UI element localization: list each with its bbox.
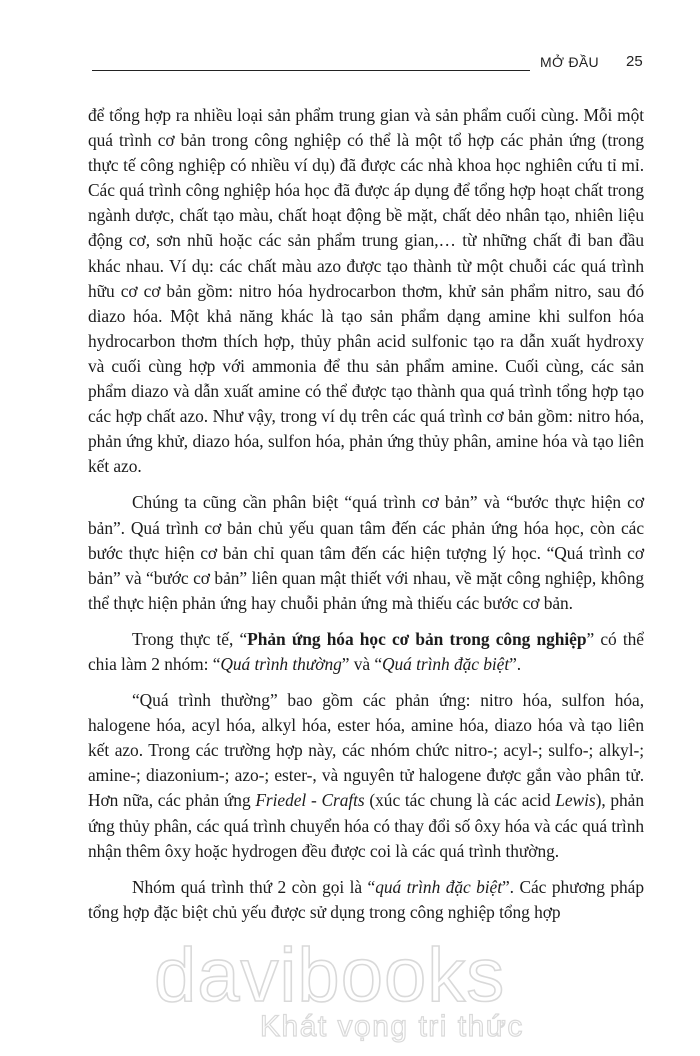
p3-text-2: ” có thể chia làm 2 nhóm: “ bbox=[88, 628, 644, 674]
header-rule bbox=[92, 70, 530, 71]
running-header bbox=[88, 48, 648, 78]
p5-italic-1: quá trình đặc biệt bbox=[375, 876, 503, 897]
p3-bold-term: Phản ứng hóa học cơ bản trong công nghiệp bbox=[247, 628, 587, 649]
paragraph-2: Chúng ta cũng cần phân biệt “quá trình cơ bản” và “bước thực hiện cơ bản”. Quá trình cơ bản chủ yếu quan tâm đến các phản ứng hóa học, còn các bước thực hiện cơ bản chỉ quan tâm đến các hiện tượng lý học. “Quá trình cơ bản” và “bước cơ bản” liên quan mật thiết với nhau, về mặt công nghiệp, không thể thực hiện phản ứng hay chuỗi phản ứng mà thiếu các bước cơ bản. bbox=[88, 492, 644, 613]
p3-text-4: ”. bbox=[509, 653, 522, 674]
p4-italic-2: Lewis bbox=[555, 790, 596, 811]
p5-text-2: ”. Các phương pháp tổng hợp đặc biệt chủ yếu được sử dụng trong công nghiệp tổng hợp bbox=[88, 876, 644, 922]
paragraph-3 bbox=[88, 627, 644, 677]
paragraph-5 bbox=[88, 875, 644, 925]
body-text bbox=[88, 103, 644, 925]
p3-italic-1: Quá trình thường bbox=[220, 653, 342, 674]
p5-text-1: Nhóm quá trình thứ 2 còn gọi là “ bbox=[132, 876, 376, 897]
p4-italic-1: Friedel - Crafts bbox=[255, 790, 365, 811]
p4-text-2: (xúc tác chung là các acid bbox=[364, 790, 556, 811]
page-number: 25 bbox=[626, 53, 643, 70]
paragraph-4 bbox=[88, 688, 644, 864]
p3-italic-2: Quá trình đặc biệt bbox=[382, 653, 510, 674]
watermark-brand: davibooks bbox=[154, 933, 506, 1018]
watermark-slogan: Khát vọng tri thức bbox=[260, 1010, 524, 1043]
p3-text-3: ” và “ bbox=[341, 653, 383, 674]
p4-text-1: “Quá trình thường” bao gồm các phản ứng: nitro hóa, sulfon hóa, halogene hóa, acyl hóa, alkyl hóa, ester hóa, amine hóa, diazo hóa và tạo liên kết azo. Trong các trường hợp này, các nhóm chức nitro-; acyl-; sulfo-; alkyl-; amine-; diazonium-; azo-; ester-, và nguyên tử halogene được gắn vào phân tử. Hơn nữa, các phản ứng bbox=[88, 690, 644, 811]
chapter-title: MỞ ĐẦU bbox=[540, 54, 599, 70]
watermark bbox=[0, 933, 700, 1056]
p4-text-3: ), phản ứng thủy phân, các quá trình chuyển hóa có thay đổi số ôxy hóa và các quá trình nhận thêm ôxy hoặc hydrogen đều được coi là các quá trình thường. bbox=[88, 790, 644, 861]
p3-text-1: Trong thực tế, “ bbox=[132, 628, 248, 649]
paragraph-1: để tổng hợp ra nhiều loại sản phẩm trung gian và sản phẩm cuối cùng. Mỗi một quá trình cơ bản trong công nghiệp có thể là một tổ hợp các phản ứng (trong thực tế công nghiệp có nhiều ví dụ) đã được các nhà khoa học nghiên cứu tỉ mỉ. Các quá trình công nghiệp hóa học đã được áp dụng để tổng hợp hoạt chất trong ngành dược, chất tạo màu, chất hoạt động bề mặt, chất dẻo nhân tạo, nhiên liệu động cơ, sơn nhũ hoặc các sản phẩm trung gian,… từ những chất đi ban đầu khác nhau. Ví dụ: các chất màu azo được tạo thành từ một chuỗi các quá trình hữu cơ cơ bản gồm: nitro hóa hydrocarbon thơm, khử sản phẩm nitro, sau đó diazo hóa. Một khả năng khác là tạo sản phẩm dạng amine khi sulfon hóa hydrocarbon thơm thích hợp, thủy phân acid sulfonic tạo ra dẫn xuất hydroxy và cuối cùng hợp với ammonia để thu sản phẩm amine. Cuối cùng, các sản phẩm diazo và dẫn xuất amine có thể được tạo thành qua quá trình tổng hợp tạo các hợp chất azo. Như vậy, trong ví dụ trên các quá trình cơ bản gồm: nitro hóa, phản ứng khử, diazo hóa, sulfon hóa, phản ứng thủy phân, amine hóa và tạo liên kết azo. bbox=[88, 105, 644, 477]
